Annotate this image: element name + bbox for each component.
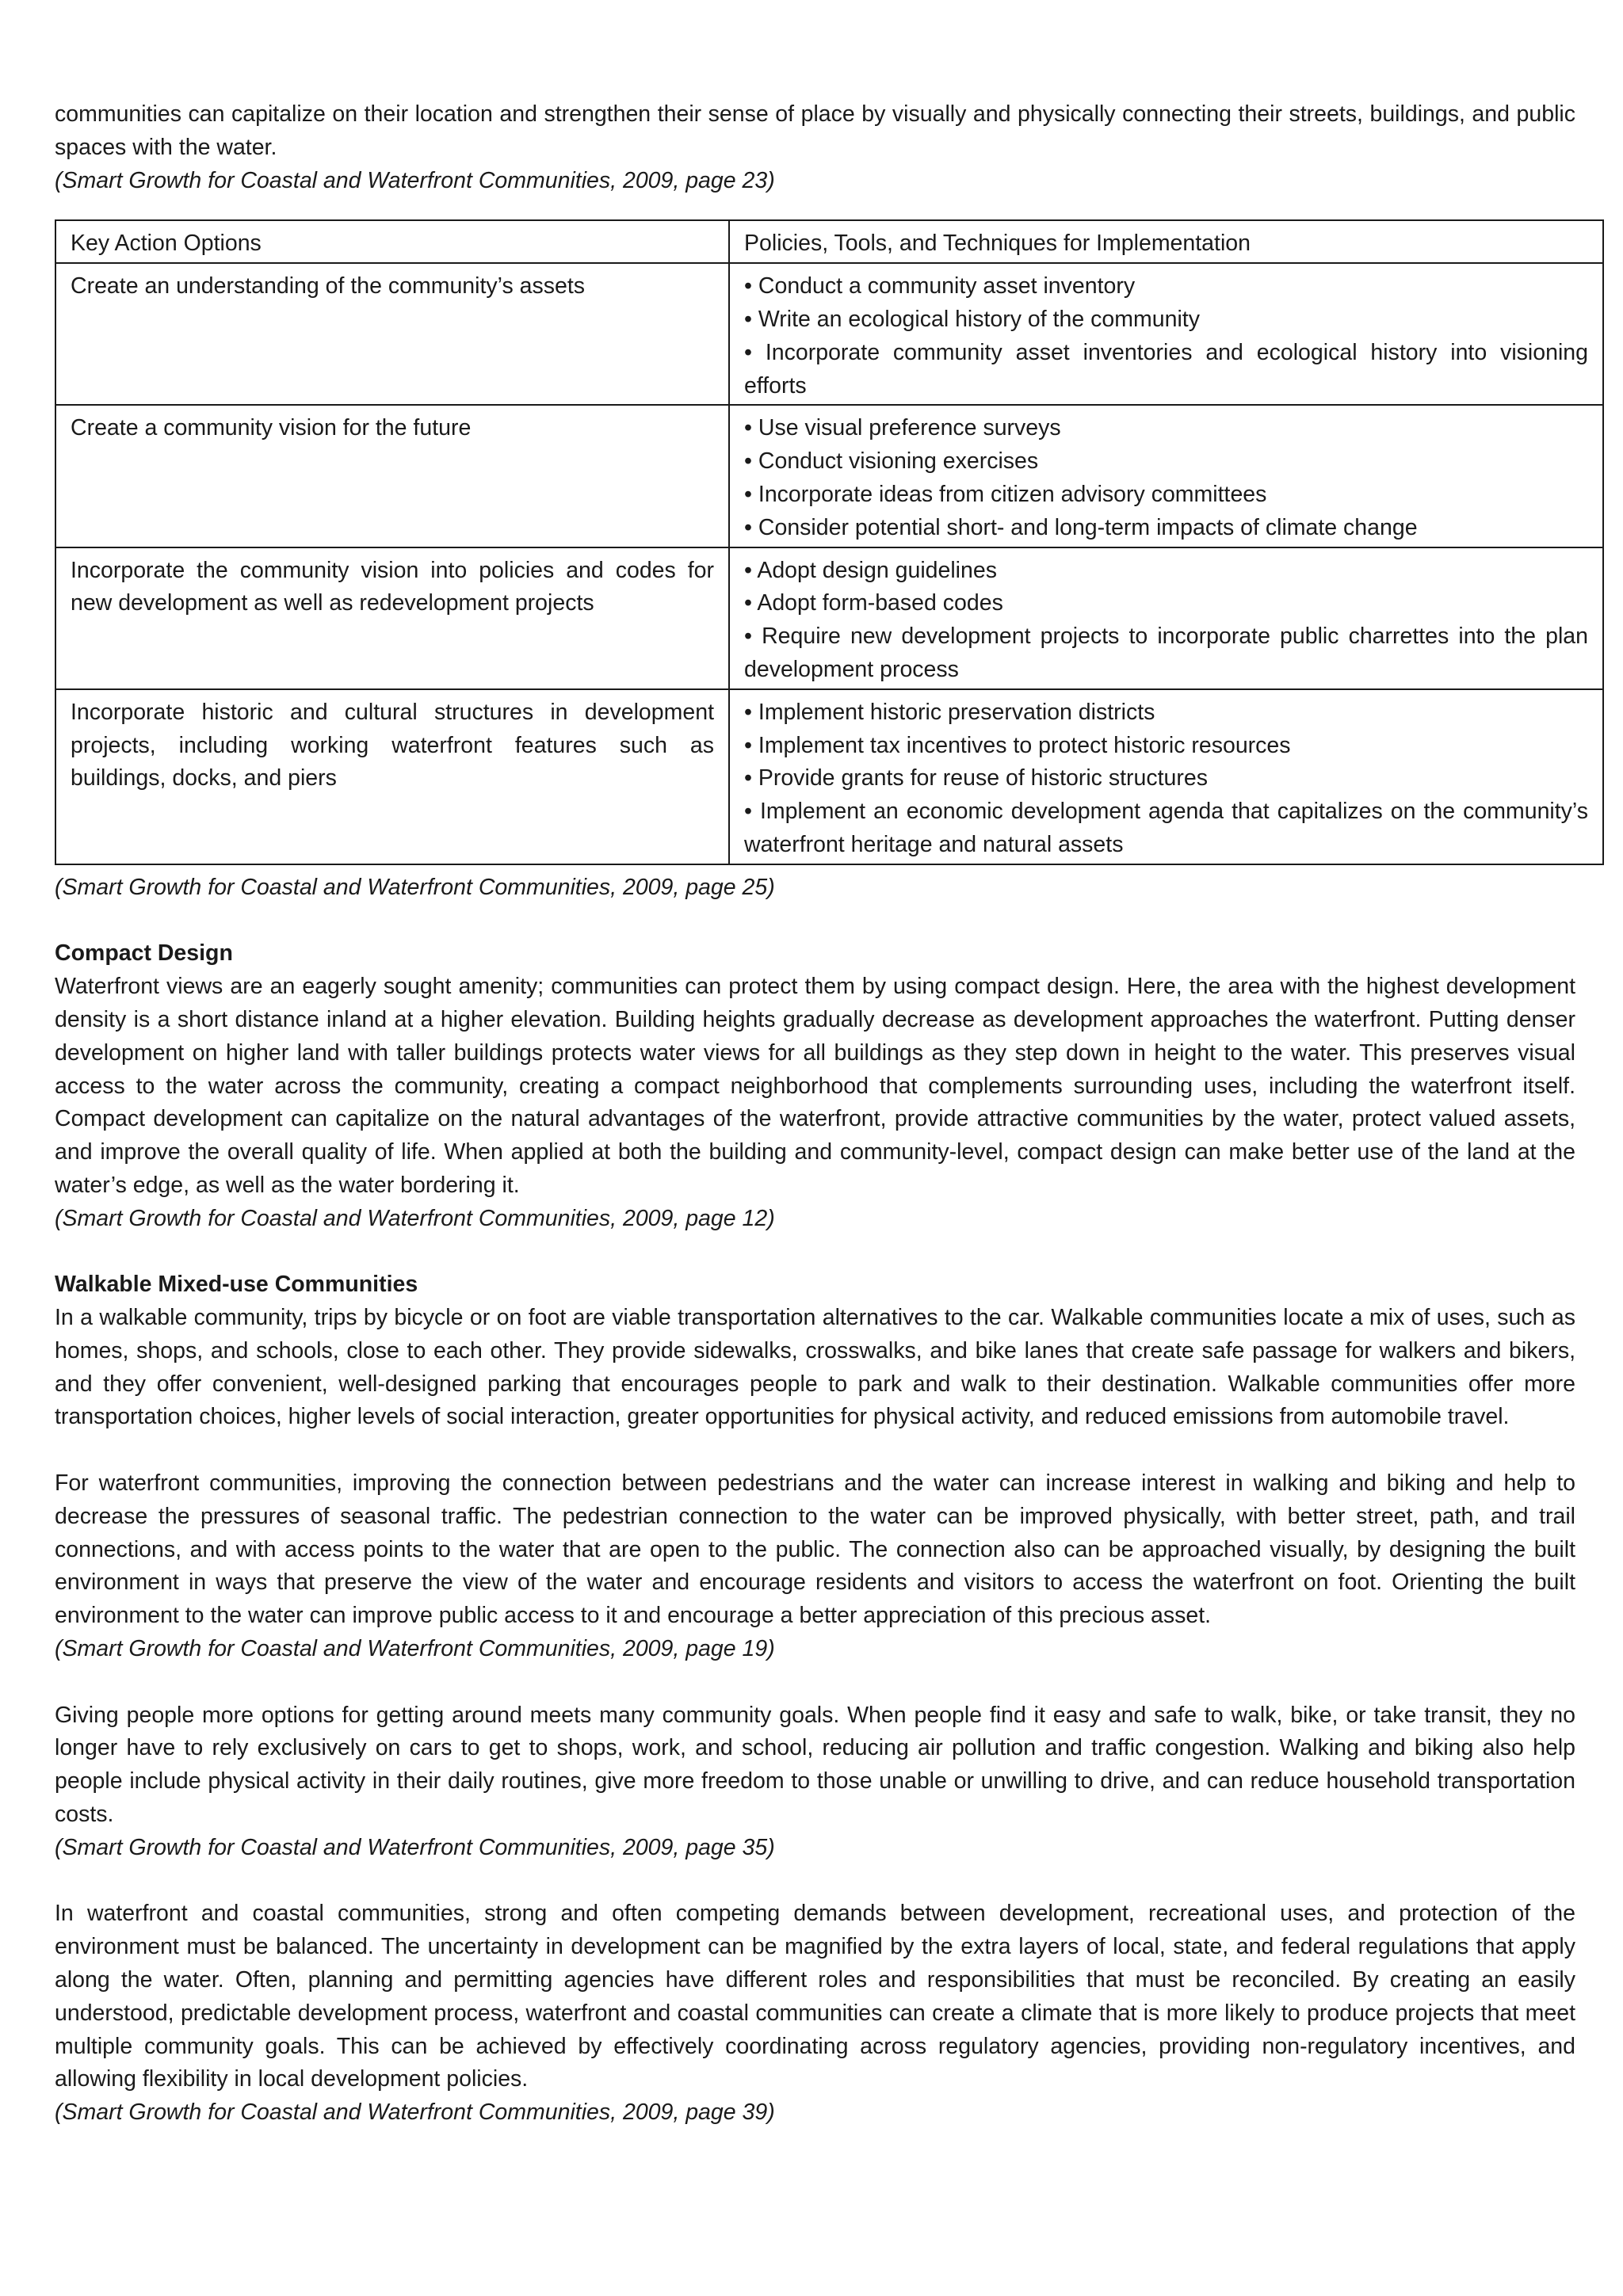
- table-header-row: [55, 220, 1603, 263]
- policy-item: • Require new development projects to incorporate public charrettes into the plan development process: [744, 624, 1588, 682]
- policies-cell: [729, 263, 1603, 405]
- table-header-cell: Policies, Tools, and Techniques for Implementation: [729, 220, 1603, 263]
- walkable-paragraph-4: In waterfront and coastal communities, strong and often competing demands between development, recreational uses, and protection of the environment must be balanced. The uncertainty in development can be magnified by the extra layers of local, state, and federal regulations that apply along the water. Often, planning and permitting agencies have different roles and responsibilities that must be reconciled. By creating an easily understood, predictable development process, waterfront and coastal communities can create a climate that is more likely to produce projects that meet multiple community goals. This can be achieved by effectively coordinating across regulatory agencies, providing non-regulatory incentives, and allowing flexibility in local development policies.: [55, 1901, 1575, 2092]
- policy-item: • Provide grants for reuse of historic structures: [744, 765, 1208, 791]
- policy-item: • Implement an economic development agenda that capitalizes on the community’s waterfront heritage and natural assets: [744, 799, 1588, 857]
- intro-paragraph: communities can capitalize on their location and strengthen their sense of place by visually and physically connecting their streets, buildings, and public spaces with the water.: [55, 101, 1575, 160]
- policies-cell: [729, 405, 1603, 547]
- walkable-paragraph-2: For waterfront communities, improving the connection between pedestrians and the water can increase interest in walking and biking and help to decrease the pressures of seasonal traffic. The pedestrian connection to the water can be improved physically, with better street, path, and trail connections, and with access points to the water that are open to the public. The connection also can be approached visually, by designing the built environment in ways that preserve the view of the water and encourage residents and visitors to access the waterfront on foot. Orienting the built environment to the water can improve public access to it and encourage a better appreciation of this precious asset.: [55, 1470, 1575, 1629]
- walkable-citation-1: (Smart Growth for Coastal and Waterfront Communities, 2009, page 19): [55, 1636, 775, 1662]
- policy-item: • Implement tax incentives to protect historic resources: [744, 732, 1291, 758]
- policy-item: • Use visual preference surveys: [744, 415, 1061, 441]
- spacer: [55, 1434, 1575, 1467]
- table-header-cell: Key Action Options: [55, 220, 729, 263]
- policies-cell: [729, 689, 1603, 864]
- table-row: [55, 405, 1603, 547]
- action-cell: Create an understanding of the community’s assets: [55, 263, 729, 405]
- action-cell: Incorporate historic and cultural structures in development projects, including working waterfront features such as buildings, docks, and piers: [55, 689, 729, 864]
- key-action-table: [55, 219, 1604, 864]
- walkable-paragraph-3: Giving people more options for getting around meets many community goals. When people find it easy and safe to walk, bike, or take transit, they no longer have to rely exclusively on cars to get to shops, work, and school, reducing air pollution and traffic congestion. Walking and biking also help people include physical activity in their daily routines, give more freedom to those unable or unwilling to drive, and can reduce household transportation costs.: [55, 1702, 1575, 1828]
- policy-item: • Implement historic preservation districts: [744, 699, 1155, 725]
- policy-item: • Adopt form-based codes: [744, 590, 1003, 616]
- policy-item: • Conduct a community asset inventory: [744, 273, 1136, 299]
- walkable-citation-2: (Smart Growth for Coastal and Waterfront Communities, 2009, page 35): [55, 1834, 775, 1860]
- policy-item: • Conduct visioning exercises: [744, 448, 1039, 475]
- spacer: [55, 905, 1575, 938]
- spacer: [55, 1236, 1575, 1269]
- policy-item: • Consider potential short- and long-term impacts of climate change: [744, 514, 1418, 540]
- table-row: [55, 263, 1603, 405]
- table-row: [55, 689, 1603, 864]
- action-cell: Create a community vision for the future: [55, 405, 729, 547]
- spacer: [55, 1865, 1575, 1898]
- policy-item: • Adopt design guidelines: [744, 557, 997, 583]
- compact-design-paragraph: Waterfront views are an eagerly sought amenity; communities can protect them by using compact design. Here, the area with the highest development density is a short distance inland at a higher elevation. Building heights gradually decrease as development approaches the waterfront. Putting denser development on higher land with taller buildings protects water views for all buildings as they step down in height to the water. This preserves visual access to the water across the community, creating a compact neighborhood that complements surrounding uses, including the waterfront itself. Compact development can capitalize on the natural advantages of the waterfront, provide attractive communities by the water, protect valued assets, and improve the overall quality of life. When applied at both the building and community-level, compact design can make better use of the land at the water’s edge, as well as the water bordering it.: [55, 974, 1575, 1198]
- compact-design-citation: (Smart Growth for Coastal and Waterfront Communities, 2009, page 12): [55, 1205, 775, 1231]
- walkable-heading: Walkable Mixed-use Communities: [55, 1272, 418, 1298]
- walkable-citation-3: (Smart Growth for Coastal and Waterfront Communities, 2009, page 39): [55, 2100, 775, 2126]
- table-citation: (Smart Growth for Coastal and Waterfront Communities, 2009, page 25): [55, 874, 775, 900]
- policy-item: • Write an ecological history of the community: [744, 306, 1200, 332]
- intro-citation: (Smart Growth for Coastal and Waterfront Communities, 2009, page 23): [55, 167, 775, 193]
- table-row: [55, 547, 1603, 689]
- document-page: [55, 98, 1588, 2130]
- walkable-paragraph-1: In a walkable community, trips by bicycle or on foot are viable transportation alternatives to the car. Walkable communities locate a mix of uses, such as homes, shops, and schools, close to each other. They provide sidewalks, crosswalks, and bike lanes that create safe passage for walkers and bikers, and they offer convenient, well-designed parking that encourages people to park and walk to their destination. Walkable communities offer more transportation choices, higher levels of social interaction, greater opportunities for physical activity, and reduced emissions from automobile travel.: [55, 1305, 1575, 1430]
- policy-item: • Incorporate community asset inventories and ecological history into visioning efforts: [744, 339, 1588, 399]
- policy-item: • Incorporate ideas from citizen advisory committees: [744, 481, 1267, 507]
- compact-design-heading: Compact Design: [55, 940, 233, 967]
- spacer: [55, 1666, 1575, 1699]
- policies-cell: [729, 547, 1603, 689]
- action-cell: Incorporate the community vision into policies and codes for new development as well as redevelopment projects: [55, 547, 729, 689]
